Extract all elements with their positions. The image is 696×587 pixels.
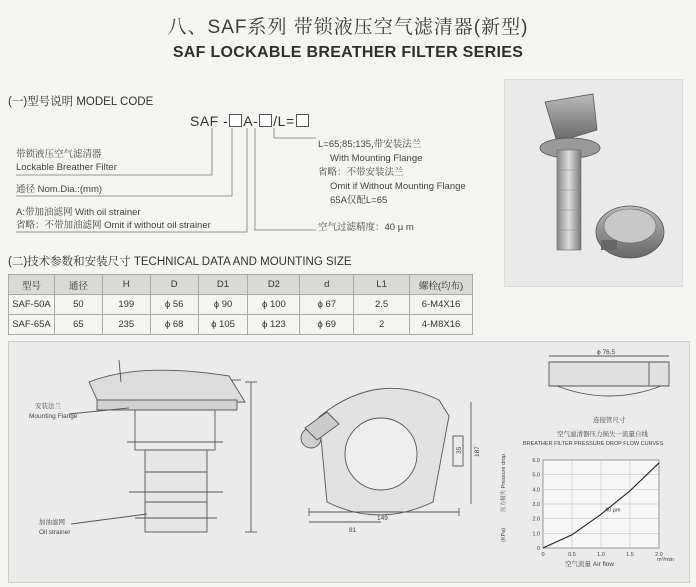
chart-x-tick: 0.5 (568, 552, 576, 558)
precision-label: 空气过滤精度：40 μ m (318, 222, 414, 233)
flange-omit-en: Omit if Without Mounting Flange (330, 181, 466, 192)
tech-section-title: (二)技术参数和安装尺寸 TECHNICAL DATA AND MOUNTING SIZE (8, 256, 352, 268)
flange-l: L=65;85;135,带安装法兰 (318, 139, 422, 150)
table-cell: 50 (54, 295, 102, 315)
table-row (9, 315, 473, 335)
table-cell: 2.5 (354, 295, 410, 315)
spec-table-header (9, 275, 473, 295)
flange-caption: 连接管尺寸 (593, 417, 626, 424)
technical-drawing (8, 341, 690, 583)
page-title-en: SAF LOCKABLE BREATHER FILTER SERIES (172, 44, 524, 61)
table-cell: ϕ 100 (248, 295, 300, 315)
table-cell: 6-M4X16 (410, 295, 473, 315)
chart-x-tick: 1.5 (626, 552, 634, 558)
table-cell: 65 (54, 315, 102, 335)
model-code-prefix: SAF - (190, 113, 229, 129)
table-cell: ϕ 69 (300, 315, 354, 335)
dim-76-5: ϕ 76.5 (597, 349, 616, 356)
strainer-omit: 省略：不带加油滤网 Omit if without oil strainer (16, 220, 211, 231)
table-row (9, 295, 473, 315)
label-mounting-flange-zh: 安装法兰 (35, 403, 61, 410)
strainer-a: A:带加油滤网 With oil strainer (16, 207, 141, 218)
chart-y-unit: (KPa) (501, 527, 507, 542)
dia-label: 通径 Nom.Dia.:(mm) (16, 184, 103, 195)
header-cell: d (300, 275, 354, 295)
chart-y-tick: 0 (536, 546, 540, 552)
header-cell: 通径 (54, 275, 102, 295)
chart-title-zh: 空气滤清器压力损失一流量自线 (557, 431, 648, 438)
spec-table (8, 274, 473, 335)
pressure-drop-chart (499, 429, 674, 568)
chart-x-unit: m³/min (657, 557, 674, 563)
model-section-title: (一)型号说明 MODEL CODE (8, 96, 154, 108)
chart-y-tick: 2.0 (532, 516, 540, 523)
chart-x-tick: 2.0 (655, 552, 663, 558)
product-photo-image (505, 80, 682, 286)
label-mounting-flange-en: Mounting Flange (29, 413, 78, 420)
header-cell: D2 (248, 275, 300, 295)
table-cell: ϕ 105 (198, 315, 248, 335)
table-cell: SAF-65A (9, 315, 55, 335)
header-cell: L1 (354, 275, 410, 295)
table-cell: ϕ 67 (300, 295, 354, 315)
chart-x-tick: 0 (541, 552, 545, 558)
dim-35: 35 (456, 446, 463, 454)
chart-y-tick: 4.0 (532, 487, 540, 494)
header-cell: H (102, 275, 150, 295)
chart-y-tick: 3.0 (532, 502, 540, 508)
header-cell: 型号 (9, 275, 55, 295)
left-label-en: Lockable Breather Filter (16, 162, 117, 173)
model-code-mid2: /L= (273, 113, 295, 129)
chart-title: BREATHER FILTER PRESSURE DROP FLOW CURVES (523, 441, 664, 447)
header-cell: D1 (198, 275, 248, 295)
dim-149: 149 (377, 515, 388, 522)
table-cell: 2 (354, 315, 410, 335)
page-title-zh: 八、SAF系列 带锁液压空气滤清器(新型) (167, 17, 529, 38)
table-cell: 4-M8X16 (410, 315, 473, 335)
header-cell: 螺栓(均布) (410, 275, 473, 295)
flange-65a: 65A仅配L=65 (330, 195, 388, 206)
chart-series-label: 40 μm (605, 507, 621, 514)
chart-y-label: 压力损失 Pressure drop (501, 453, 507, 512)
table-cell: 235 (102, 315, 150, 335)
table-cell: ϕ 68 (150, 315, 198, 335)
chart-y-tick: 1.0 (532, 531, 540, 538)
chart-y-tick: 5.0 (532, 472, 540, 479)
dim-81: 81 (349, 527, 357, 534)
flange-en: With Mounting Flange (330, 153, 423, 164)
flange-omit-zh: 省略：不带安装法兰 (318, 167, 404, 178)
table-cell: SAF-50A (9, 295, 55, 315)
drawing-svg (9, 342, 689, 582)
model-code-mid1: A- (243, 113, 259, 129)
product-photo (504, 79, 683, 287)
dim-187: 187 (474, 446, 481, 457)
chart-x-label: 空气流量 Air flow (565, 561, 615, 568)
header-cell: D (150, 275, 198, 295)
table-cell: ϕ 123 (248, 315, 300, 335)
table-cell: ϕ 56 (150, 295, 198, 315)
chart-grid (543, 460, 659, 548)
label-oil-strainer-en: Oil strainer (39, 529, 71, 536)
chart-y-tick: 6.0 (532, 458, 540, 464)
left-label-zh: 带锁液压空气滤清器 (16, 149, 102, 160)
label-oil-strainer-zh: 加油滤网 (39, 519, 65, 526)
table-cell: 199 (102, 295, 150, 315)
table-cell: ϕ 90 (198, 295, 248, 315)
chart-x-tick: 1.0 (597, 552, 605, 558)
